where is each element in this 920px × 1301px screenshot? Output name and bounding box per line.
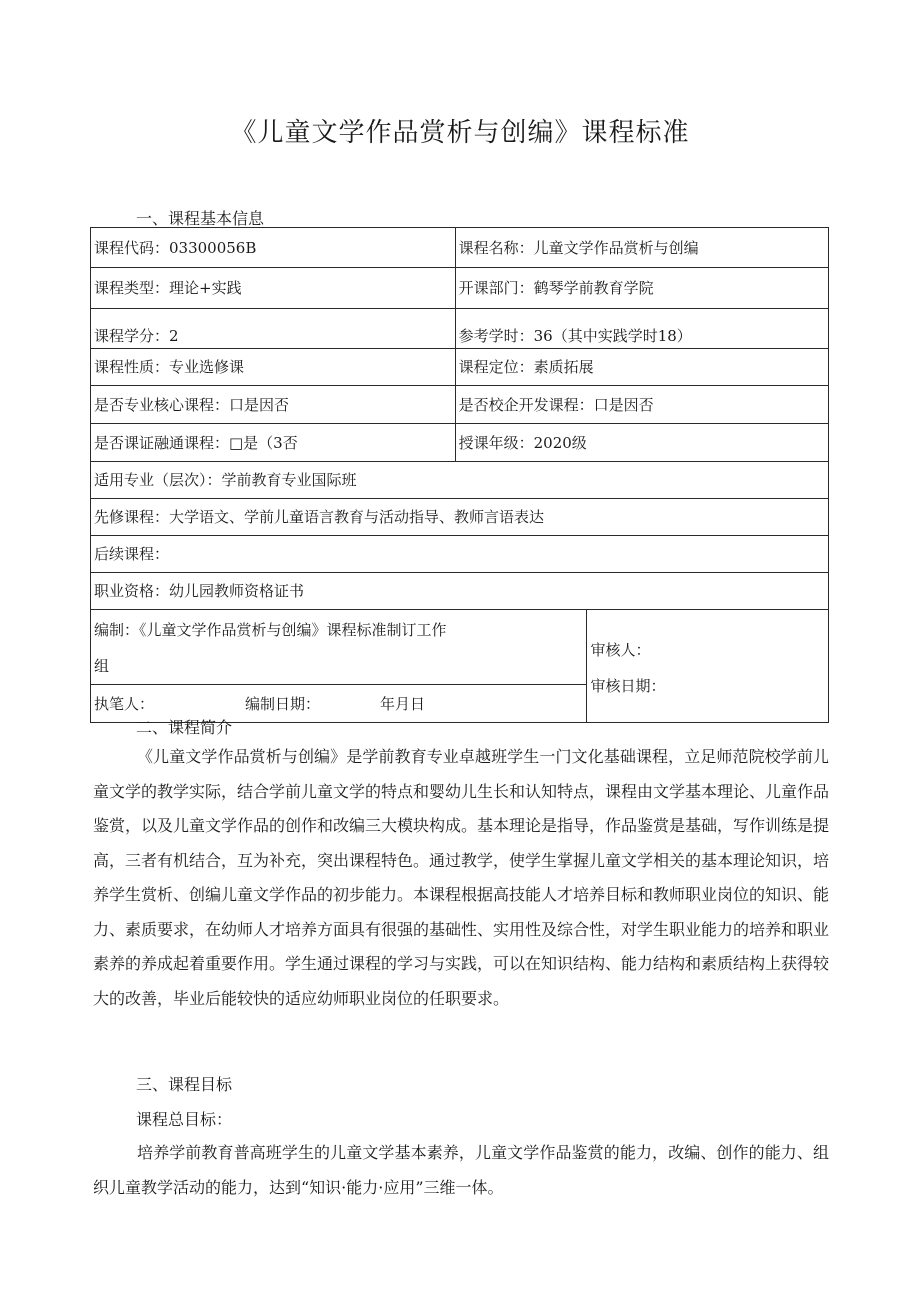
table-row	[91, 536, 829, 573]
course-type-cell: 课程类型：理论+实践	[91, 268, 456, 309]
course-code-cell: 课程代码：03300056B	[91, 228, 456, 268]
school-enterprise-cell: 是否校企开发课程：口是因否	[455, 386, 828, 424]
major-cell: 适用专业（层次）：学前教育专业国际班	[91, 462, 829, 499]
section-heading-intro: 二、课程简介	[136, 718, 233, 737]
overall-objective-label: 课程总目标：	[136, 1110, 233, 1129]
table-row	[91, 349, 829, 386]
compiled-by-line1: 编制：《儿童文学作品赏析与创编》课程标准制订工作	[94, 621, 447, 639]
table-row	[91, 424, 829, 462]
table-row	[91, 462, 829, 499]
table-row	[91, 268, 829, 309]
overall-objective-paragraph: 培养学前教育普高班学生的儿童文学基本素养，儿童文学作品鉴赏的能力，改编、创作的能力、组织儿童教学活动的能力，达到“知识·能力·应用”三维一体。	[93, 1143, 829, 1197]
grade-cell: 授课年级：2020级	[455, 424, 828, 462]
prerequisites-cell: 先修课程：大学语文、学前儿童语言教育与活动指导、教师言语表达	[91, 499, 829, 536]
compile-date-label: 编制日期：	[245, 694, 321, 713]
table-row	[91, 499, 829, 536]
hours-cell: 参考学时：36（其中实践学时18）	[455, 309, 828, 349]
course-intro-paragraph: 《儿童文学作品赏析与创编》是学前教育专业卓越班学生一门文化基础课程，立足师范院校学前儿童文学的教学实际，结合学前儿童文学的特点和婴幼儿生长和认知特点，课程由文学基本理论、儿童作品鉴赏，以及儿童文学作品的创作和改编三大模块构成。基本理论是指导，作品鉴赏是基础，写作训练是提高，三者有机结合，互为补充，突出课程特色。通过教学，使学生掌握儿童文学相关的基本理论知识，培养学生赏析、创编儿童文学作品的初步能力。本课程根据高技能人才培养目标和教师职业岗位的知识、能力、素质要求，在幼师人才培养方面具有很强的基础性、实用性及综合性，对学生职业能力的培养和职业素养的养成起着重要作用。学生通过课程的学习与实践，可以在知识结构、能力结构和素质结构上获得较大的改善，毕业后能较快的适应幼师职业岗位的任职要求。	[93, 747, 830, 1008]
table-row	[91, 386, 829, 424]
compiled-by-line2: 组	[94, 657, 110, 675]
table-row	[91, 610, 829, 685]
cert-integration-cell: 是否课证融通课程：□是（3否	[91, 424, 456, 462]
table-row	[91, 309, 829, 349]
page-title: 《儿童文学作品赏析与创编》课程标准	[230, 118, 690, 148]
department-cell: 开课部门：鹤琴学前教育学院	[455, 268, 828, 309]
qualification-cell: 职业资格：幼儿园教师资格证书	[91, 573, 829, 610]
table-row	[91, 228, 829, 268]
follow-up-cell: 后续课程：	[91, 536, 829, 573]
section-heading-basic-info: 一、课程基本信息	[136, 209, 265, 228]
course-name-cell: 课程名称：儿童文学作品赏析与创编	[455, 228, 828, 268]
review-cell	[587, 610, 829, 723]
date-format-label: 年月日	[380, 694, 426, 713]
nature-cell: 课程性质：专业选修课	[91, 349, 456, 386]
course-info-table	[90, 227, 829, 723]
table-row	[91, 573, 829, 610]
section-heading-objectives: 三、课程目标	[136, 1075, 233, 1094]
credits-cell: 课程学分：2	[91, 309, 456, 349]
review-date-label: 审核日期：	[590, 677, 666, 695]
writer-label: 执笔人：	[94, 694, 155, 713]
positioning-cell: 课程定位：素质拓展	[455, 349, 828, 386]
core-course-cell: 是否专业核心课程：口是因否	[91, 386, 456, 424]
compiled-by-cell	[91, 610, 587, 685]
reviewer-label: 审核人：	[590, 641, 651, 659]
